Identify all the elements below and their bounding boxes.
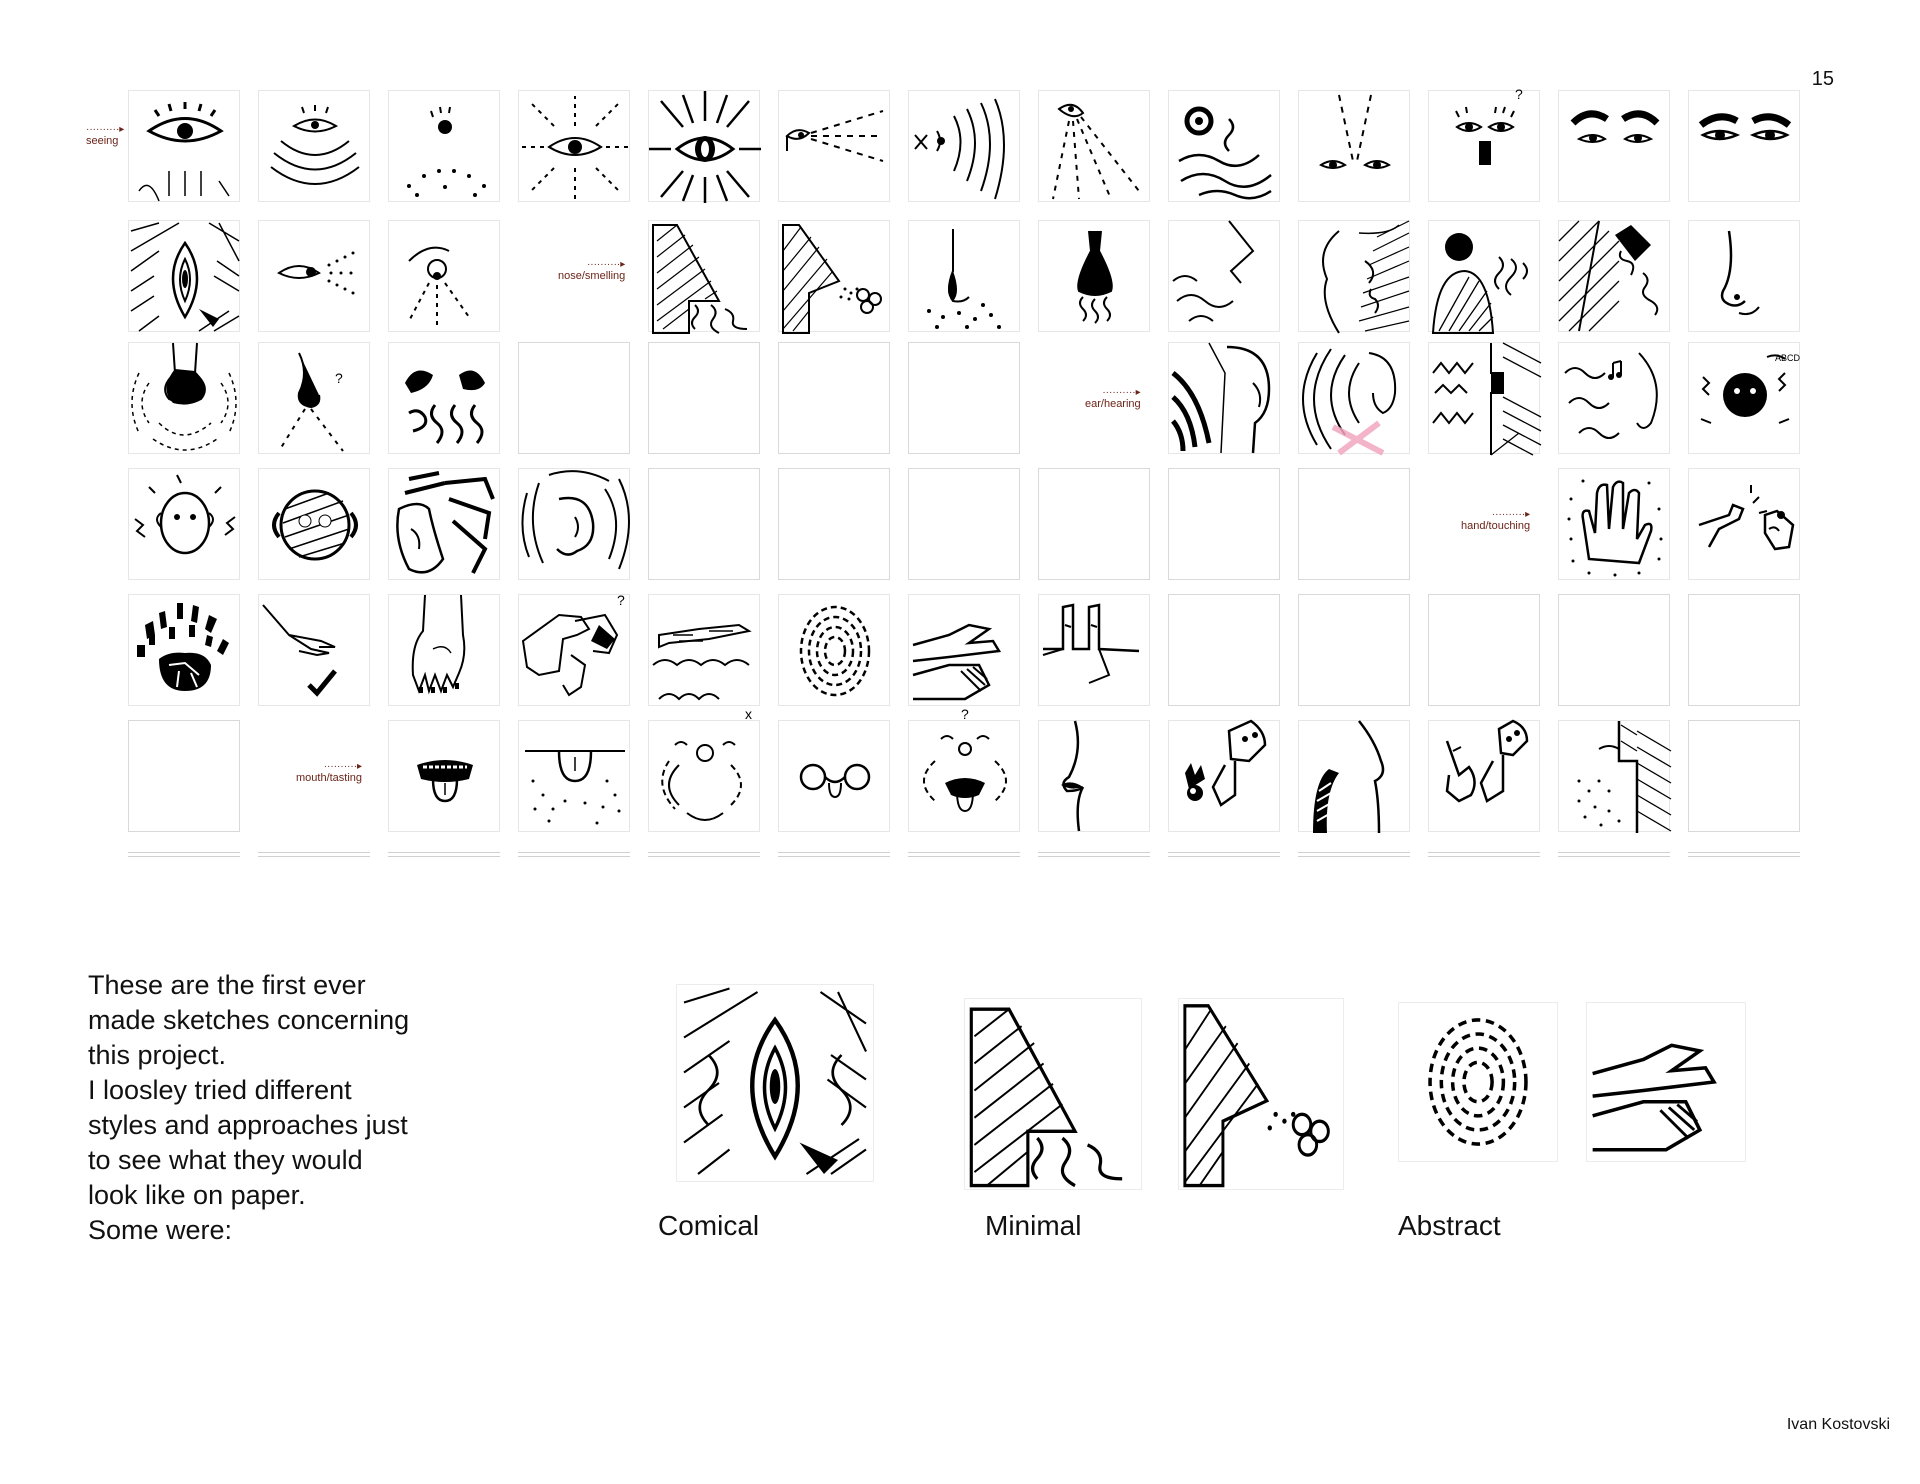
sketch-tile bbox=[1298, 342, 1410, 454]
sketch-tile bbox=[258, 220, 370, 332]
blank-tile bbox=[1298, 468, 1410, 580]
sketch-tile bbox=[1428, 86, 1540, 202]
sketch-tile bbox=[388, 468, 500, 580]
sketch-tile bbox=[1168, 342, 1280, 454]
sketch-tile bbox=[648, 594, 760, 706]
intro-line: made sketches concerning bbox=[88, 1005, 410, 1035]
sketch-tile bbox=[388, 594, 500, 706]
blank-tile bbox=[1038, 468, 1150, 580]
caption-comical: Comical bbox=[658, 1210, 760, 1241]
tile-edge bbox=[128, 852, 240, 857]
blank-tile bbox=[1168, 468, 1280, 580]
sketch-tile bbox=[128, 342, 240, 454]
sketch-tile bbox=[1168, 720, 1280, 832]
sketch-tile bbox=[128, 594, 240, 706]
question-mark: ? bbox=[617, 592, 625, 608]
sketch-tile bbox=[908, 594, 1020, 706]
sketch-tile bbox=[1558, 220, 1670, 332]
sketch-tile bbox=[1688, 342, 1800, 454]
sketch-tile bbox=[778, 594, 890, 706]
sketch-tile bbox=[1688, 468, 1800, 580]
sketch-tile bbox=[908, 90, 1020, 202]
blank-tile bbox=[1558, 594, 1670, 706]
intro-text bbox=[88, 968, 508, 1248]
blank-tile bbox=[518, 342, 630, 454]
svg-text:ABCD: ABCD bbox=[1775, 353, 1801, 363]
tile-edge bbox=[778, 852, 890, 857]
intro-line: I loosley tried different bbox=[88, 1075, 352, 1105]
blank-tile bbox=[648, 468, 760, 580]
tile-edge bbox=[518, 852, 630, 857]
tile-edge bbox=[908, 852, 1020, 857]
sketch-tile bbox=[1428, 342, 1540, 454]
intro-line: styles and approaches just bbox=[88, 1110, 408, 1140]
sketch-tile bbox=[388, 220, 500, 332]
sketch-tile bbox=[518, 90, 630, 202]
caption-abstract: Abstract bbox=[1398, 1210, 1501, 1241]
sketch-tile bbox=[908, 706, 1020, 832]
sketch-tile bbox=[128, 220, 240, 332]
tile-edge bbox=[1038, 852, 1150, 857]
intro-line: to see what they would bbox=[88, 1145, 363, 1175]
abstract-sketch-2 bbox=[1586, 1002, 1746, 1162]
sketch-tile bbox=[1558, 342, 1670, 454]
sketch-tile bbox=[518, 720, 630, 832]
question-mark: ? bbox=[961, 706, 969, 722]
caption-minimal: Minimal bbox=[985, 1210, 1082, 1241]
question-mark: ? bbox=[335, 370, 343, 386]
sketch-tile bbox=[1428, 720, 1540, 832]
blank-tile bbox=[1298, 594, 1410, 706]
sketch-tile bbox=[1038, 220, 1150, 332]
sketch-tile bbox=[778, 720, 890, 832]
blank-tile bbox=[778, 342, 890, 454]
sketch-tile bbox=[258, 468, 370, 580]
comical-sketch bbox=[676, 984, 874, 1182]
sketch-tile bbox=[1298, 220, 1410, 332]
sense-label-nose: ··········▸ nose/smelling bbox=[558, 259, 626, 282]
sketch-tile bbox=[1558, 468, 1670, 580]
sketch-tile bbox=[1428, 220, 1540, 332]
sketch-tile bbox=[128, 468, 240, 580]
sense-label-seeing: ··········▸ seeing bbox=[86, 124, 125, 147]
sketch-tile bbox=[258, 342, 370, 454]
sketch-tile bbox=[1038, 90, 1150, 202]
question-mark: ? bbox=[1515, 86, 1523, 102]
sketch-tile bbox=[1688, 220, 1800, 332]
abstract-sketch-1 bbox=[1398, 1002, 1558, 1162]
blank-tile bbox=[1688, 720, 1800, 832]
blank-tile bbox=[1688, 594, 1800, 706]
sketch-tile bbox=[258, 594, 370, 706]
cross-mark: x bbox=[745, 706, 752, 722]
sketch-tile bbox=[908, 220, 1020, 332]
sketch-tile bbox=[1558, 720, 1670, 832]
tile-edge bbox=[1558, 852, 1670, 857]
intro-line: Some were: bbox=[88, 1215, 233, 1245]
tile-edge bbox=[648, 852, 760, 857]
tile-edge bbox=[1428, 852, 1540, 857]
tile-edge bbox=[258, 852, 370, 857]
sketch-tile bbox=[778, 220, 890, 332]
sketch-tile bbox=[128, 90, 240, 202]
sense-label-mouth: ··········▸ mouth/tasting bbox=[296, 761, 363, 784]
sketch-tile bbox=[258, 90, 370, 202]
sketch-tile bbox=[518, 594, 630, 706]
blank-tile bbox=[648, 342, 760, 454]
blank-tile bbox=[778, 468, 890, 580]
sketch-tile bbox=[1168, 90, 1280, 202]
sketch-tile bbox=[388, 720, 500, 832]
sketch-tile bbox=[388, 90, 500, 202]
blank-tile bbox=[908, 468, 1020, 580]
tile-edge bbox=[1688, 852, 1800, 857]
page-number: 15 bbox=[1811, 68, 1834, 90]
tile-edge bbox=[388, 852, 500, 857]
intro-line: look like on paper. bbox=[88, 1180, 306, 1210]
minimal-sketch-1 bbox=[964, 998, 1142, 1190]
sense-label-ear: ··········▸ ear/hearing bbox=[1085, 387, 1141, 410]
sketch-tile bbox=[648, 706, 760, 832]
sketch-tile bbox=[1558, 90, 1670, 202]
sketch-tile bbox=[648, 220, 760, 332]
sense-label-hand: ··········▸ hand/touching bbox=[1461, 509, 1531, 532]
sketch-tile bbox=[1298, 720, 1410, 832]
minimal-sketch-2 bbox=[1178, 998, 1344, 1190]
sketch-tile bbox=[1038, 720, 1150, 832]
tile-edge bbox=[1298, 852, 1410, 857]
intro-line: this project. bbox=[88, 1040, 227, 1070]
sketch-tile bbox=[648, 90, 760, 202]
sketch-tile bbox=[518, 468, 630, 580]
sketch-tile bbox=[778, 90, 890, 202]
sketch-tile bbox=[1298, 90, 1410, 202]
sketch-tile bbox=[388, 342, 500, 454]
sketch-tile bbox=[1038, 594, 1150, 706]
tile-edge bbox=[1168, 852, 1280, 857]
author-name: Ivan Kostovski bbox=[1786, 1416, 1890, 1433]
blank-tile bbox=[128, 720, 240, 832]
sketch-grid bbox=[86, 86, 1808, 860]
sketch-tile bbox=[1688, 90, 1800, 202]
blank-tile bbox=[1168, 594, 1280, 706]
blank-tile bbox=[1428, 594, 1540, 706]
intro-line: These are the first ever bbox=[88, 970, 366, 1000]
sketch-tile bbox=[1168, 220, 1280, 332]
blank-tile bbox=[908, 342, 1020, 454]
